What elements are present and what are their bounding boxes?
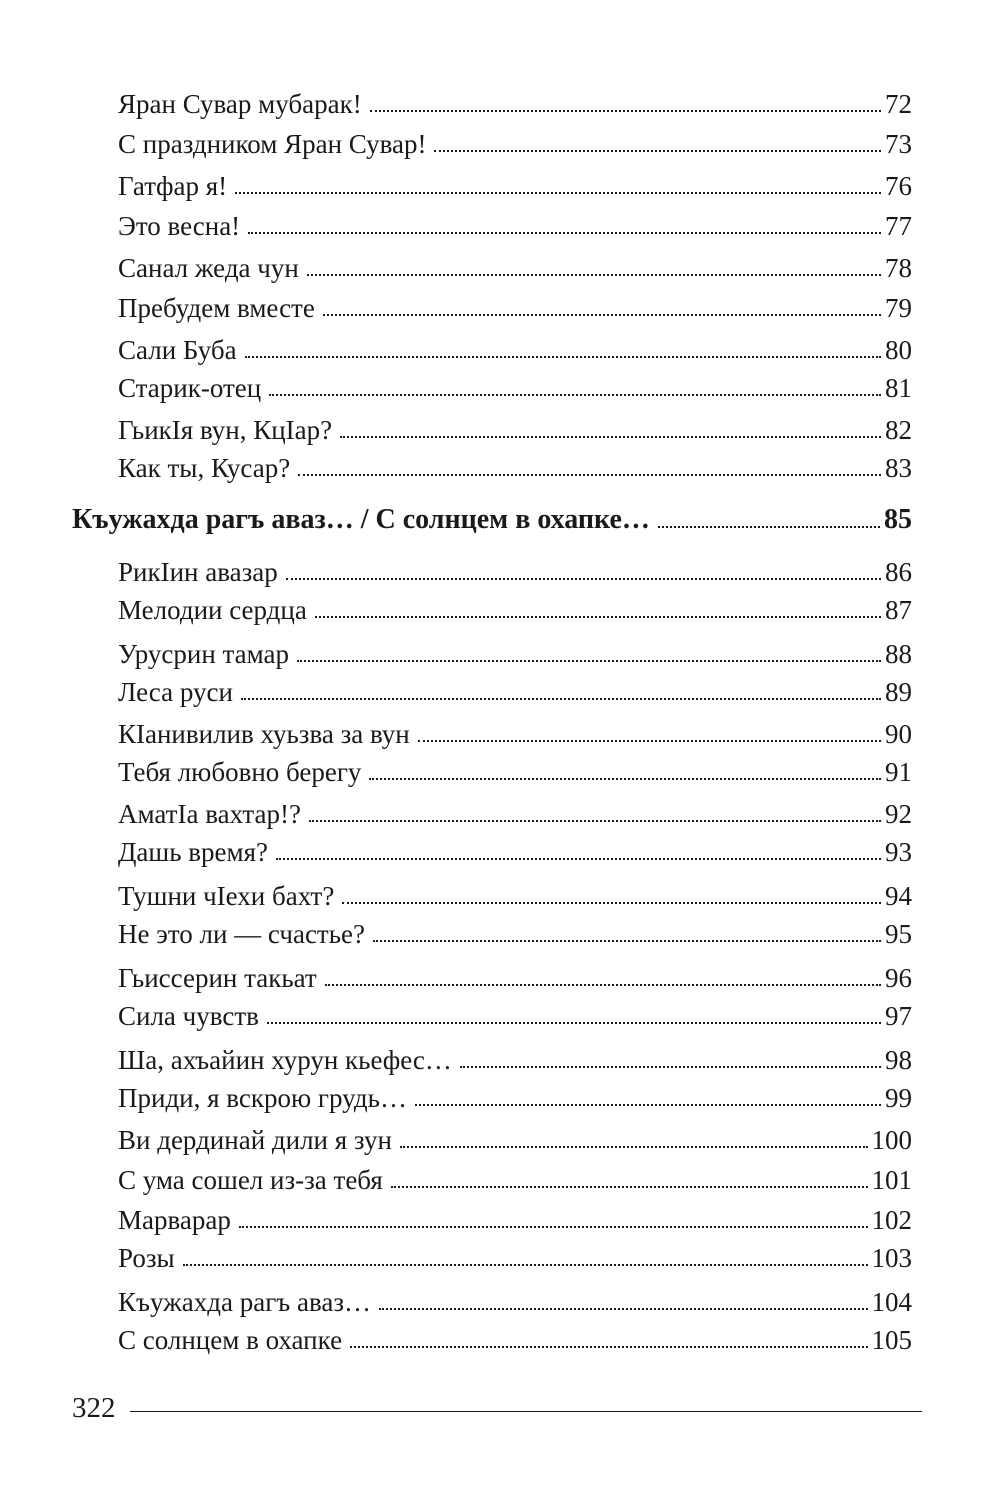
toc-entry[interactable]	[118, 206, 912, 246]
toc-entry[interactable]	[118, 330, 912, 370]
toc-entry[interactable]	[118, 714, 912, 754]
toc-entry[interactable]	[118, 996, 912, 1036]
dot-leader	[315, 616, 881, 618]
toc-entry-page: 80	[885, 335, 912, 365]
toc-entry[interactable]	[118, 552, 912, 592]
dot-leader	[183, 1264, 868, 1266]
toc-entry-title: Урусрин тамар	[118, 639, 290, 669]
dot-leader	[391, 1186, 868, 1188]
dot-leader	[309, 820, 881, 822]
toc-entry-title: Как ты, Кусар?	[118, 453, 291, 483]
toc-entry-page: 101	[871, 1165, 912, 1195]
dot-leader	[239, 1226, 868, 1228]
toc-entry-page: 99	[885, 1083, 912, 1113]
toc-entry-title: Гьиссерин такьат	[118, 963, 317, 993]
toc-entry-page: 94	[885, 881, 912, 911]
dot-leader	[415, 1104, 881, 1106]
toc-entry-page: 102	[871, 1205, 912, 1235]
toc-entry[interactable]	[118, 794, 912, 834]
toc-entry-page: 82	[885, 415, 912, 445]
toc-entry[interactable]	[118, 288, 912, 328]
toc-entry[interactable]	[118, 1320, 912, 1360]
toc-entry-title: Розы	[118, 1243, 175, 1273]
footer-rule	[130, 1411, 923, 1412]
toc-entry-title: Не это ли — счастье?	[118, 919, 366, 949]
toc-entry-page: 87	[885, 595, 912, 625]
toc-entry[interactable]	[118, 1200, 912, 1240]
dot-leader	[434, 150, 881, 152]
toc-entry-page: 100	[871, 1125, 912, 1155]
toc-entry-title: С ума сошел из-за тебя	[118, 1165, 383, 1195]
toc-entry[interactable]	[118, 248, 912, 288]
toc-entry[interactable]	[118, 1160, 912, 1200]
toc-entry-title: Сали Буба	[118, 335, 237, 365]
dot-leader	[379, 1308, 867, 1310]
toc-entry[interactable]	[118, 1078, 912, 1118]
toc-entry[interactable]	[118, 876, 912, 916]
dot-leader	[369, 778, 881, 780]
dot-leader	[298, 474, 881, 476]
toc-entry-page: 89	[885, 677, 912, 707]
toc-entry-page: 79	[885, 293, 912, 323]
toc-entry-title: Тебя любовно берегу	[118, 757, 362, 787]
dot-leader	[248, 232, 881, 234]
toc-entry[interactable]	[118, 590, 912, 630]
toc-entry[interactable]	[118, 752, 912, 792]
toc-section-page: 85	[884, 504, 912, 535]
toc-entry-title: Пребудем вместе	[118, 293, 315, 323]
toc-entry[interactable]	[118, 166, 912, 206]
toc-entry-title: Санал жеда чун	[118, 253, 299, 283]
toc-entry-title: С солнцем в охапке	[118, 1325, 343, 1355]
toc-entry[interactable]	[118, 634, 912, 674]
toc-entry-page: 103	[871, 1243, 912, 1273]
toc-entry-page: 77	[885, 211, 912, 241]
toc-entry-page: 98	[885, 1045, 912, 1075]
toc-entry-page: 105	[871, 1325, 912, 1355]
toc-entry[interactable]	[118, 448, 912, 488]
toc-entry-page: 90	[885, 719, 912, 749]
dot-leader	[235, 192, 881, 194]
toc-entry[interactable]	[118, 914, 912, 954]
toc-entry[interactable]	[118, 832, 912, 872]
dot-leader	[286, 578, 881, 580]
dot-leader	[323, 314, 881, 316]
toc-entry-title: Это весна!	[118, 211, 241, 241]
toc-entry-title: Сила чувств	[118, 1001, 259, 1031]
toc-entry-page: 95	[885, 919, 912, 949]
dot-leader	[350, 1346, 867, 1348]
toc-entry-page: 93	[885, 837, 912, 867]
dot-leader	[340, 436, 881, 438]
dot-leader	[400, 1146, 868, 1148]
dot-leader	[460, 1066, 881, 1068]
dot-leader	[241, 698, 881, 700]
toc-entry-title: Ви дердинай дили я зун	[118, 1125, 392, 1155]
toc-entry-title: Къужахда рагъ аваз…	[118, 1287, 372, 1317]
dot-leader	[342, 902, 881, 904]
toc-entry[interactable]	[118, 410, 912, 450]
toc-section-title: Къужахда рагъ аваз… / С солнцем в охапке…	[72, 504, 650, 535]
toc-entry-title: Яран Сувар мубарак!	[118, 89, 362, 119]
toc-entry-title: Марварар	[118, 1205, 231, 1235]
dot-leader	[276, 858, 881, 860]
dot-leader	[267, 1022, 881, 1024]
toc-entry[interactable]	[118, 368, 912, 408]
toc-entry-page: 104	[871, 1287, 912, 1317]
toc-section-heading[interactable]	[72, 500, 912, 540]
toc-entry-page: 96	[885, 963, 912, 993]
toc-entry-title: Леса руси	[118, 677, 233, 707]
page-footer	[72, 1386, 922, 1430]
toc-entry-page: 72	[885, 89, 912, 119]
toc-entry-page: 92	[885, 799, 912, 829]
toc-entry-page: 91	[885, 757, 912, 787]
toc-entry[interactable]	[118, 1282, 912, 1322]
toc-entry[interactable]	[118, 1040, 912, 1080]
toc-entry-title: КIанивилив хуьзва за вун	[118, 719, 410, 749]
toc-entry-title: Тушни чIехи бахт?	[118, 881, 335, 911]
toc-entry-page: 81	[885, 373, 912, 403]
toc-entry[interactable]	[118, 1120, 912, 1160]
dot-leader	[297, 660, 881, 662]
toc-entry-title: Гатфар я!	[118, 171, 228, 201]
toc-entry-title: АматIа вахтар!?	[118, 799, 302, 829]
dot-leader	[269, 394, 881, 396]
toc-entry-page: 86	[885, 557, 912, 587]
toc-entry-title: Мелодии сердца	[118, 595, 307, 625]
toc-entry-title: Ша, ахъайин хурун кьефес…	[118, 1045, 452, 1075]
toc-entry-title: Приди, я вскрою грудь…	[118, 1083, 407, 1113]
toc-entry-page: 97	[885, 1001, 912, 1031]
toc-entry-title: С праздником Яран Сувар!	[118, 129, 427, 159]
toc-entry-page: 83	[885, 453, 912, 483]
toc-entry[interactable]	[118, 958, 912, 998]
dot-leader	[373, 940, 881, 942]
toc-entry-page: 78	[885, 253, 912, 283]
dot-leader	[325, 984, 881, 986]
toc-entry-page: 88	[885, 639, 912, 669]
toc-entry-title: РикIин авазар	[118, 557, 278, 587]
toc-entry-title: ГьикIя вун, КцIар?	[118, 415, 333, 445]
toc-entry[interactable]	[118, 124, 912, 164]
toc-entry[interactable]	[118, 1238, 912, 1278]
toc-entry-page: 73	[885, 129, 912, 159]
toc-entry[interactable]	[118, 84, 912, 124]
page-number: 322	[72, 1391, 116, 1424]
toc-entry[interactable]	[118, 672, 912, 712]
dot-leader	[418, 740, 881, 742]
dot-leader	[307, 274, 881, 276]
toc-entry-title: Старик-отец	[118, 373, 262, 403]
dot-leader	[658, 526, 880, 528]
toc-entry-title: Дашь время?	[118, 837, 268, 867]
dot-leader	[245, 356, 881, 358]
dot-leader	[370, 110, 881, 112]
toc-entry-page: 76	[885, 171, 912, 201]
